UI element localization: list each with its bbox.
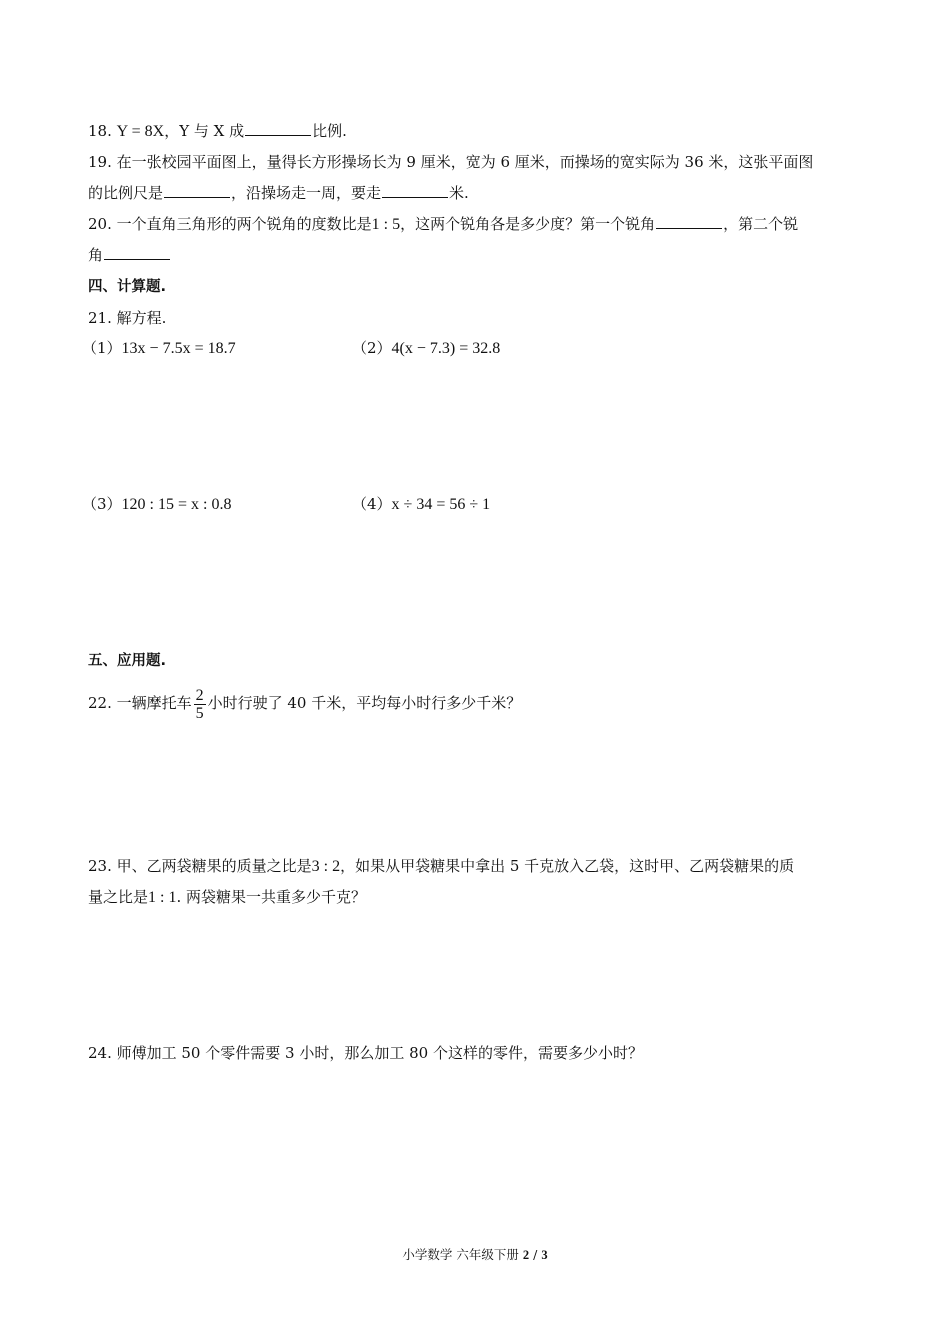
question-19-line1: 19. 在一张校园平面图上，量得长方形操场长为 9 厘米，宽为 6 厘米，而操场的宽实际为 36 米，这张平面图 <box>88 153 814 171</box>
question-20-line2: 角 <box>88 245 171 265</box>
question-24: 24. 师傅加工 50 个零件需要 3 小时，那么加工 80 个这样的零件，需要多少小时？ <box>88 1044 643 1062</box>
question-22: 22. 一辆摩托车 $\frac{2}{5}$ 小时行驶了 40 千米，平均每小时行多少千米？ <box>88 686 522 722</box>
page-total: 3 <box>541 1248 548 1262</box>
question-23-line2: 量之比是1 : 1. 两袋糖果一共重多少千克？ <box>88 888 367 906</box>
answer-blank[interactable] <box>104 245 170 260</box>
q21-part2: （2）4(x − 7.3) = 32.8 <box>352 339 501 357</box>
answer-blank[interactable] <box>382 183 448 198</box>
fraction-two-fifths: $\frac{2}{5}$ <box>195 686 204 722</box>
q18-equation: Y = 8X <box>116 123 165 140</box>
answer-blank[interactable] <box>164 183 230 198</box>
answer-blank[interactable] <box>656 214 722 229</box>
section-heading-application: 五、应用题. <box>88 653 167 669</box>
question-19-line2: 的比例尺是 ，沿操场走一周，要走 米. <box>88 184 469 202</box>
q21-part1: （1）13x − 7.5x = 18.7 <box>82 339 236 357</box>
q21-part4: （4）x ÷ 34 = 56 ÷ 1 <box>352 495 491 513</box>
q21-part3: （3）120 : 15 = x : 0.8 <box>82 495 232 513</box>
page-footer: 小学数学 六年级下册 2 / 3 <box>402 1247 548 1262</box>
answer-blank[interactable] <box>245 121 311 136</box>
section-heading-calculation: 四、计算题. <box>88 279 167 295</box>
question-18: 18. Y = 8X，Y 与 X 成 比例. <box>88 122 347 140</box>
page-number: 2 <box>522 1248 530 1262</box>
question-23-line1: 23. 甲、乙两袋糖果的质量之比是3 : 2，如果从甲袋糖果中拿出 5 千克放入乙袋，这时甲、乙两袋糖果的质 <box>88 857 795 875</box>
question-21-title: 21. 解方程. <box>88 309 167 327</box>
question-20-line1: 20. 一个直角三角形的两个锐角的度数比是1 : 5，这两个锐角各是多少度？第一个锐角 ，第二个锐 <box>88 215 799 233</box>
